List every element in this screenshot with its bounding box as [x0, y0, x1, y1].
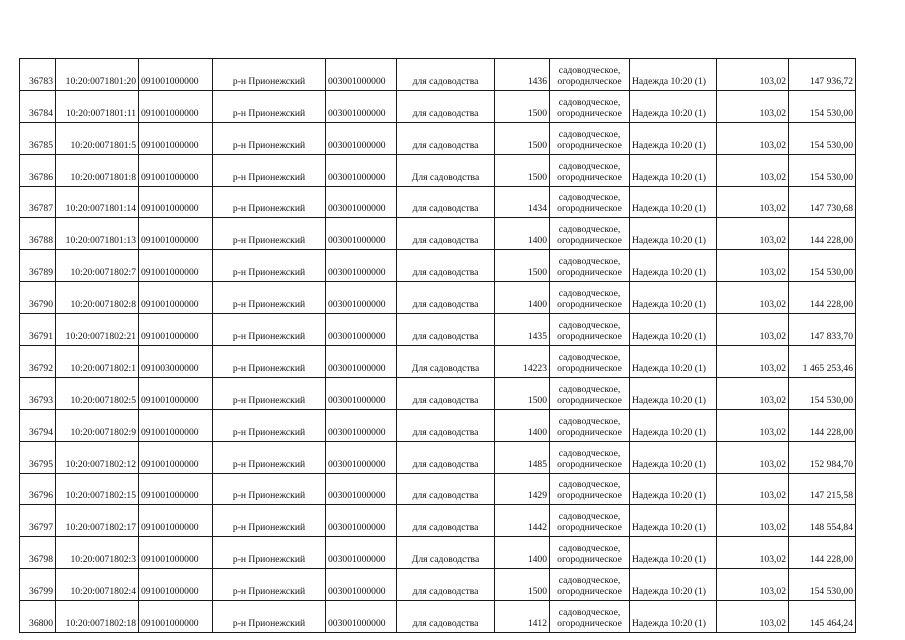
okato-code-cell: 091001000000	[139, 409, 213, 441]
table-row	[20, 537, 856, 569]
land-category-line: садоводческое,	[558, 256, 621, 268]
cadastral-value-cell: 152 984,70	[789, 441, 856, 473]
cadastral-number-cell: 10:20:0071802:4	[56, 569, 139, 601]
permitted-use-cell: для садоводства	[397, 122, 495, 154]
okato-code-cell: 091001000000	[139, 218, 213, 250]
row-number-cell: 36783	[20, 59, 56, 91]
table-row	[20, 473, 856, 505]
permitted-use-cell: для садоводства	[397, 250, 495, 282]
oktmo-code-cell: 003001000000	[326, 154, 397, 186]
land-category-line: садоводческое,	[558, 511, 621, 523]
land-category-line: садоводческое,	[558, 351, 621, 363]
area-value-cell: 1400	[495, 282, 550, 314]
cadastral-number-cell: 10:20:0071802:12	[56, 441, 139, 473]
valuation-zone-cell: Надежда 10:20 (1)	[630, 601, 717, 633]
row-number-cell: 36790	[20, 282, 56, 314]
district-name-cell: р-н Прионежский	[213, 537, 326, 569]
table-row	[20, 250, 856, 282]
table-row	[20, 377, 856, 409]
land-category-line: садоводческое,	[558, 447, 621, 459]
table-row	[20, 90, 856, 122]
row-number-cell: 36793	[20, 377, 56, 409]
land-category-line: огородническое	[557, 618, 622, 630]
table-row	[20, 346, 856, 378]
land-category-cell	[550, 59, 630, 91]
oktmo-code-cell: 003001000000	[326, 59, 397, 91]
land-category-line: огородническое	[557, 458, 622, 470]
okato-code-cell: 091001000000	[139, 601, 213, 633]
okato-code-cell: 091001000000	[139, 186, 213, 218]
district-name-cell: р-н Прионежский	[213, 377, 326, 409]
specific-value-cell: 103,02	[717, 569, 789, 601]
land-category-line: садоводческое,	[558, 192, 621, 204]
cadastral-number-cell: 10:20:0071801:20	[56, 59, 139, 91]
permitted-use-cell: для садоводства	[397, 90, 495, 122]
cadastral-number-cell: 10:20:0071802:18	[56, 601, 139, 633]
land-category-line: огородническое	[557, 171, 622, 183]
district-name-cell: р-н Прионежский	[213, 186, 326, 218]
oktmo-code-cell: 003001000000	[326, 569, 397, 601]
okato-code-cell: 091003000000	[139, 346, 213, 378]
district-name-cell: р-н Прионежский	[213, 505, 326, 537]
cadastral-value-cell: 154 530,00	[789, 250, 856, 282]
land-category-line: огородническое	[557, 586, 622, 598]
row-number-cell: 36799	[20, 569, 56, 601]
okato-code-cell: 091001000000	[139, 377, 213, 409]
area-value-cell: 1485	[495, 441, 550, 473]
cadastral-value-cell: 145 464,24	[789, 601, 856, 633]
oktmo-code-cell: 003001000000	[326, 441, 397, 473]
table-row	[20, 505, 856, 537]
table-row	[20, 409, 856, 441]
cadastral-value-cell: 154 530,00	[789, 122, 856, 154]
oktmo-code-cell: 003001000000	[326, 346, 397, 378]
land-category-line: садоводческое,	[558, 64, 621, 76]
table-row	[20, 154, 856, 186]
row-number-cell: 36792	[20, 346, 56, 378]
land-category-cell	[550, 409, 630, 441]
cadastral-value-cell: 154 530,00	[789, 377, 856, 409]
land-category-line: огородническое	[557, 267, 622, 279]
cadastral-value-cell: 144 228,00	[789, 409, 856, 441]
land-category-line: огородническое	[557, 490, 622, 502]
permitted-use-cell: для садоводства	[397, 601, 495, 633]
specific-value-cell: 103,02	[717, 441, 789, 473]
area-value-cell: 1400	[495, 537, 550, 569]
valuation-zone-cell: Надежда 10:20 (1)	[630, 441, 717, 473]
land-category-line: садоводческое,	[558, 128, 621, 140]
land-category-cell	[550, 505, 630, 537]
valuation-zone-cell: Надежда 10:20 (1)	[630, 59, 717, 91]
specific-value-cell: 103,02	[717, 282, 789, 314]
cadastral-value-cell: 144 228,00	[789, 282, 856, 314]
district-name-cell: р-н Прионежский	[213, 154, 326, 186]
table-row	[20, 59, 856, 91]
cadastral-number-cell: 10:20:0071802:21	[56, 314, 139, 346]
cadastral-number-cell: 10:20:0071802:8	[56, 282, 139, 314]
permitted-use-cell: Для садоводства	[397, 537, 495, 569]
specific-value-cell: 103,02	[717, 473, 789, 505]
area-value-cell: 1500	[495, 377, 550, 409]
valuation-zone-cell: Надежда 10:20 (1)	[630, 186, 717, 218]
land-category-line: огородническое	[557, 299, 622, 311]
district-name-cell: р-н Прионежский	[213, 569, 326, 601]
oktmo-code-cell: 003001000000	[326, 537, 397, 569]
land-category-line: садоводческое,	[558, 479, 621, 491]
cadastral-number-cell: 10:20:0071802:9	[56, 409, 139, 441]
land-category-line: огородническое	[557, 139, 622, 151]
district-name-cell: р-н Прионежский	[213, 282, 326, 314]
cadastral-number-cell: 10:20:0071802:5	[56, 377, 139, 409]
row-number-cell: 36785	[20, 122, 56, 154]
district-name-cell: р-н Прионежский	[213, 90, 326, 122]
valuation-zone-cell: Надежда 10:20 (1)	[630, 505, 717, 537]
cadastral-number-cell: 10:20:0071801:13	[56, 218, 139, 250]
land-category-cell	[550, 282, 630, 314]
oktmo-code-cell: 003001000000	[326, 314, 397, 346]
area-value-cell: 1400	[495, 409, 550, 441]
district-name-cell: р-н Прионежский	[213, 346, 326, 378]
land-category-line: садоводческое,	[558, 288, 621, 300]
land-category-line: садоводческое,	[558, 575, 621, 587]
land-category-cell	[550, 122, 630, 154]
specific-value-cell: 103,02	[717, 59, 789, 91]
specific-value-cell: 103,02	[717, 186, 789, 218]
oktmo-code-cell: 003001000000	[326, 505, 397, 537]
land-category-cell	[550, 90, 630, 122]
area-value-cell: 1500	[495, 154, 550, 186]
district-name-cell: р-н Прионежский	[213, 314, 326, 346]
cadastral-number-cell: 10:20:0071802:17	[56, 505, 139, 537]
land-category-cell	[550, 441, 630, 473]
valuation-zone-cell: Надежда 10:20 (1)	[630, 314, 717, 346]
area-value-cell: 1400	[495, 218, 550, 250]
area-value-cell: 1442	[495, 505, 550, 537]
oktmo-code-cell: 003001000000	[326, 601, 397, 633]
permitted-use-cell: для садоводства	[397, 441, 495, 473]
specific-value-cell: 103,02	[717, 314, 789, 346]
land-category-cell	[550, 601, 630, 633]
land-category-line: садоводческое,	[558, 607, 621, 619]
cadastral-value-cell: 147 730,68	[789, 186, 856, 218]
district-name-cell: р-н Прионежский	[213, 218, 326, 250]
table-row	[20, 314, 856, 346]
cadastral-number-cell: 10:20:0071802:15	[56, 473, 139, 505]
row-number-cell: 36797	[20, 505, 56, 537]
specific-value-cell: 103,02	[717, 90, 789, 122]
cadastral-number-cell: 10:20:0071802:3	[56, 537, 139, 569]
land-category-cell	[550, 250, 630, 282]
permitted-use-cell: для садоводства	[397, 282, 495, 314]
valuation-zone-cell: Надежда 10:20 (1)	[630, 473, 717, 505]
land-category-line: огородническое	[557, 426, 622, 438]
row-number-cell: 36796	[20, 473, 56, 505]
area-value-cell: 14223	[495, 346, 550, 378]
cadastral-value-cell: 144 228,00	[789, 218, 856, 250]
valuation-zone-cell: Надежда 10:20 (1)	[630, 154, 717, 186]
valuation-zone-cell: Надежда 10:20 (1)	[630, 250, 717, 282]
row-number-cell: 36794	[20, 409, 56, 441]
table-row	[20, 122, 856, 154]
land-category-cell	[550, 186, 630, 218]
cadastral-value-cell: 154 530,00	[789, 90, 856, 122]
oktmo-code-cell: 003001000000	[326, 122, 397, 154]
table-row	[20, 441, 856, 473]
okato-code-cell: 091001000000	[139, 441, 213, 473]
oktmo-code-cell: 003001000000	[326, 473, 397, 505]
land-category-cell	[550, 377, 630, 409]
land-category-line: садоводческое,	[558, 415, 621, 427]
valuation-zone-cell: Надежда 10:20 (1)	[630, 569, 717, 601]
land-category-line: огородническое	[557, 203, 622, 215]
okato-code-cell: 091001000000	[139, 154, 213, 186]
area-value-cell: 1500	[495, 250, 550, 282]
cadastral-value-cell: 144 228,00	[789, 537, 856, 569]
table-row	[20, 569, 856, 601]
valuation-zone-cell: Надежда 10:20 (1)	[630, 90, 717, 122]
land-category-cell	[550, 537, 630, 569]
oktmo-code-cell: 003001000000	[326, 377, 397, 409]
area-value-cell: 1500	[495, 569, 550, 601]
permitted-use-cell: для садоводства	[397, 314, 495, 346]
cadastral-number-cell: 10:20:0071801:5	[56, 122, 139, 154]
table-body	[20, 59, 856, 633]
okato-code-cell: 091001000000	[139, 537, 213, 569]
land-category-line: садоводческое,	[558, 224, 621, 236]
cadastral-value-cell: 1 465 253,46	[789, 346, 856, 378]
okato-code-cell: 091001000000	[139, 90, 213, 122]
valuation-zone-cell: Надежда 10:20 (1)	[630, 122, 717, 154]
okato-code-cell: 091001000000	[139, 122, 213, 154]
cadastral-number-cell: 10:20:0071802:1	[56, 346, 139, 378]
cadastral-number-cell: 10:20:0071801:8	[56, 154, 139, 186]
cadastral-value-table	[19, 58, 856, 633]
oktmo-code-cell: 003001000000	[326, 250, 397, 282]
district-name-cell: р-н Прионежский	[213, 409, 326, 441]
area-value-cell: 1436	[495, 59, 550, 91]
row-number-cell: 36798	[20, 537, 56, 569]
oktmo-code-cell: 003001000000	[326, 186, 397, 218]
valuation-zone-cell: Надежда 10:20 (1)	[630, 282, 717, 314]
row-number-cell: 36788	[20, 218, 56, 250]
specific-value-cell: 103,02	[717, 154, 789, 186]
permitted-use-cell: для садоводства	[397, 569, 495, 601]
table-row	[20, 601, 856, 633]
land-category-line: огородническое	[557, 331, 622, 343]
row-number-cell: 36800	[20, 601, 56, 633]
oktmo-code-cell: 003001000000	[326, 282, 397, 314]
land-category-line: садоводческое,	[558, 543, 621, 555]
land-category-line: огородническое	[557, 362, 622, 374]
row-number-cell: 36795	[20, 441, 56, 473]
cadastral-value-cell: 154 530,00	[789, 569, 856, 601]
district-name-cell: р-н Прионежский	[213, 601, 326, 633]
area-value-cell: 1412	[495, 601, 550, 633]
area-value-cell: 1434	[495, 186, 550, 218]
area-value-cell: 1500	[495, 90, 550, 122]
okato-code-cell: 091001000000	[139, 59, 213, 91]
cadastral-value-cell: 154 530,00	[789, 154, 856, 186]
valuation-zone-cell: Надежда 10:20 (1)	[630, 537, 717, 569]
permitted-use-cell: для садоводства	[397, 505, 495, 537]
permitted-use-cell: для садоводства	[397, 473, 495, 505]
district-name-cell: р-н Прионежский	[213, 473, 326, 505]
valuation-zone-cell: Надежда 10:20 (1)	[630, 346, 717, 378]
land-category-cell	[550, 473, 630, 505]
land-category-line: огородническое	[557, 394, 622, 406]
area-value-cell: 1435	[495, 314, 550, 346]
row-number-cell: 36784	[20, 90, 56, 122]
permitted-use-cell: для садоводства	[397, 409, 495, 441]
land-category-line: огородническое	[557, 522, 622, 534]
okato-code-cell: 091001000000	[139, 569, 213, 601]
table-row	[20, 282, 856, 314]
permitted-use-cell: Для садоводства	[397, 154, 495, 186]
valuation-zone-cell: Надежда 10:20 (1)	[630, 218, 717, 250]
table-row	[20, 218, 856, 250]
land-category-line: огородническое	[557, 235, 622, 247]
oktmo-code-cell: 003001000000	[326, 218, 397, 250]
okato-code-cell: 091001000000	[139, 314, 213, 346]
row-number-cell: 36789	[20, 250, 56, 282]
cadastral-number-cell: 10:20:0071801:11	[56, 90, 139, 122]
okato-code-cell: 091001000000	[139, 473, 213, 505]
okato-code-cell: 091001000000	[139, 250, 213, 282]
specific-value-cell: 103,02	[717, 218, 789, 250]
row-number-cell: 36787	[20, 186, 56, 218]
specific-value-cell: 103,02	[717, 409, 789, 441]
row-number-cell: 36791	[20, 314, 56, 346]
specific-value-cell: 103,02	[717, 377, 789, 409]
district-name-cell: р-н Прионежский	[213, 250, 326, 282]
land-category-line: огороднлческое	[557, 75, 622, 87]
permitted-use-cell: для садоводства	[397, 218, 495, 250]
permitted-use-cell: для садоводства	[397, 186, 495, 218]
land-category-line: садоводческое,	[558, 96, 621, 108]
permitted-use-cell: Для садоводства	[397, 346, 495, 378]
valuation-zone-cell: Надежда 10:20 (1)	[630, 377, 717, 409]
row-number-cell: 36786	[20, 154, 56, 186]
land-category-cell	[550, 569, 630, 601]
land-category-line: садоводческое,	[558, 383, 621, 395]
land-category-line: садоводческое,	[558, 160, 621, 172]
cadastral-value-cell: 148 554,84	[789, 505, 856, 537]
land-category-line: садоводческое,	[558, 320, 621, 332]
specific-value-cell: 103,02	[717, 346, 789, 378]
land-category-cell	[550, 154, 630, 186]
land-category-line: огородническое	[557, 107, 622, 119]
permitted-use-cell: для садоводства	[397, 377, 495, 409]
valuation-zone-cell: Надежда 10:20 (1)	[630, 409, 717, 441]
cadastral-value-cell: 147 215,58	[789, 473, 856, 505]
cadastral-value-cell: 147 833,70	[789, 314, 856, 346]
specific-value-cell: 103,02	[717, 537, 789, 569]
specific-value-cell: 103,02	[717, 122, 789, 154]
area-value-cell: 1500	[495, 122, 550, 154]
cadastral-value-cell: 147 936,72	[789, 59, 856, 91]
specific-value-cell: 103,02	[717, 601, 789, 633]
cadastral-number-cell: 10:20:0071801:14	[56, 186, 139, 218]
specific-value-cell: 103,02	[717, 505, 789, 537]
okato-code-cell: 091001000000	[139, 282, 213, 314]
district-name-cell: р-н Прионежский	[213, 122, 326, 154]
district-name-cell: р-н Прионежский	[213, 59, 326, 91]
cadastral-number-cell: 10:20:0071802:7	[56, 250, 139, 282]
oktmo-code-cell: 003001000000	[326, 90, 397, 122]
table-row	[20, 186, 856, 218]
specific-value-cell: 103,02	[717, 250, 789, 282]
permitted-use-cell: для садоводства	[397, 59, 495, 91]
oktmo-code-cell: 003001000000	[326, 409, 397, 441]
area-value-cell: 1429	[495, 473, 550, 505]
district-name-cell: р-н Прионежский	[213, 441, 326, 473]
land-category-line: огородническое	[557, 554, 622, 566]
land-category-cell	[550, 346, 630, 378]
land-category-cell	[550, 218, 630, 250]
okato-code-cell: 091001000000	[139, 505, 213, 537]
land-category-cell	[550, 314, 630, 346]
